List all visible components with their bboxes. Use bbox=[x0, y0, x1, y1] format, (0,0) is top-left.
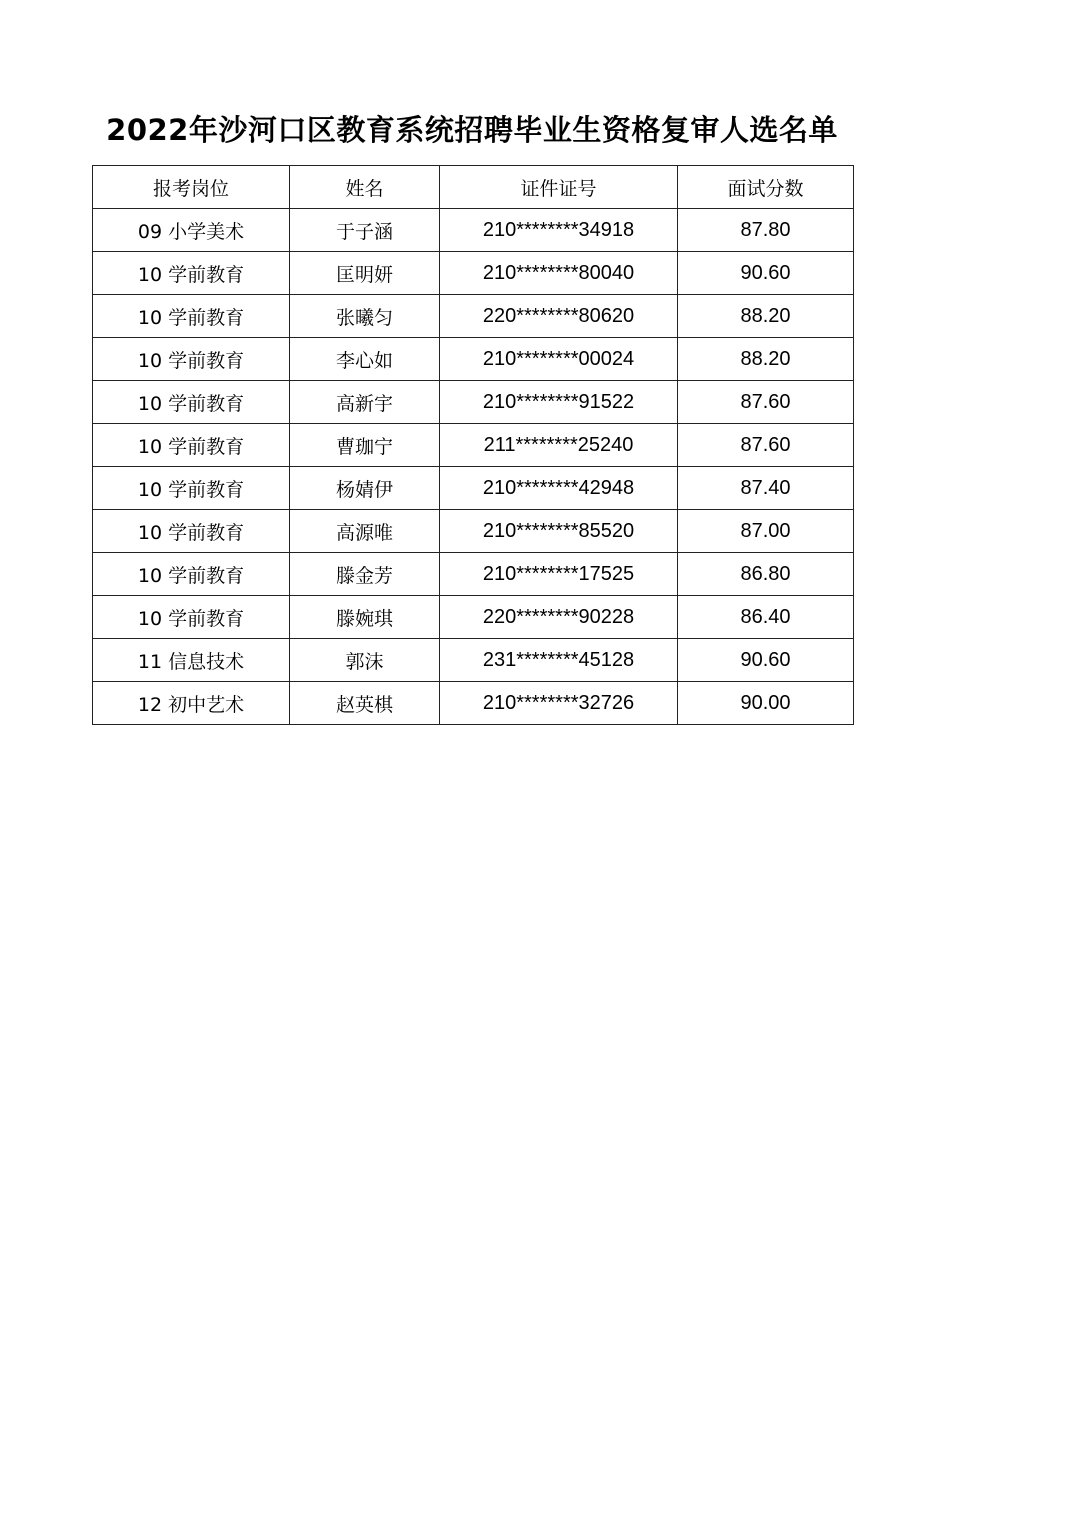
header-id-number: 证件证号 bbox=[440, 166, 678, 209]
cell-score: 88.20 bbox=[678, 338, 854, 381]
cell-position: 11 信息技术 bbox=[93, 639, 290, 682]
table-row bbox=[93, 295, 854, 338]
header-position: 报考岗位 bbox=[93, 166, 290, 209]
cell-position: 10 学前教育 bbox=[93, 381, 290, 424]
cell-id-number: 210********91522 bbox=[440, 381, 678, 424]
cell-score: 88.20 bbox=[678, 295, 854, 338]
table-row bbox=[93, 639, 854, 682]
cell-score: 87.60 bbox=[678, 381, 854, 424]
cell-position: 10 学前教育 bbox=[93, 510, 290, 553]
cell-id-number: 220********90228 bbox=[440, 596, 678, 639]
cell-position: 10 学前教育 bbox=[93, 596, 290, 639]
cell-score: 90.00 bbox=[678, 682, 854, 725]
table-row bbox=[93, 510, 854, 553]
cell-name: 李心如 bbox=[290, 338, 440, 381]
cell-id-number: 210********42948 bbox=[440, 467, 678, 510]
header-name: 姓名 bbox=[290, 166, 440, 209]
cell-score: 87.60 bbox=[678, 424, 854, 467]
cell-id-number: 231********45128 bbox=[440, 639, 678, 682]
cell-position: 12 初中艺术 bbox=[93, 682, 290, 725]
table-row bbox=[93, 338, 854, 381]
table-row bbox=[93, 682, 854, 725]
cell-id-number: 210********80040 bbox=[440, 252, 678, 295]
cell-score: 87.00 bbox=[678, 510, 854, 553]
cell-name: 曹珈宁 bbox=[290, 424, 440, 467]
cell-id-number: 210********34918 bbox=[440, 209, 678, 252]
cell-name: 高源唯 bbox=[290, 510, 440, 553]
cell-name: 杨婧伊 bbox=[290, 467, 440, 510]
table-row bbox=[93, 381, 854, 424]
cell-name: 滕婉琪 bbox=[290, 596, 440, 639]
cell-name: 郭沫 bbox=[290, 639, 440, 682]
cell-score: 87.40 bbox=[678, 467, 854, 510]
table-row bbox=[93, 596, 854, 639]
cell-position: 10 学前教育 bbox=[93, 252, 290, 295]
table-row bbox=[93, 209, 854, 252]
cell-name: 高新宇 bbox=[290, 381, 440, 424]
table-row bbox=[93, 467, 854, 510]
cell-score: 90.60 bbox=[678, 252, 854, 295]
table-row bbox=[93, 553, 854, 596]
cell-position: 10 学前教育 bbox=[93, 553, 290, 596]
cell-id-number: 211********25240 bbox=[440, 424, 678, 467]
cell-position: 09 小学美术 bbox=[93, 209, 290, 252]
cell-name: 于子涵 bbox=[290, 209, 440, 252]
cell-score: 86.80 bbox=[678, 553, 854, 596]
page-title: 2022年沙河口区教育系统招聘毕业生资格复审人选名单 bbox=[106, 113, 838, 147]
cell-score: 87.80 bbox=[678, 209, 854, 252]
cell-id-number: 210********00024 bbox=[440, 338, 678, 381]
table-row bbox=[93, 252, 854, 295]
cell-id-number: 210********17525 bbox=[440, 553, 678, 596]
cell-score: 90.60 bbox=[678, 639, 854, 682]
cell-position: 10 学前教育 bbox=[93, 338, 290, 381]
cell-position: 10 学前教育 bbox=[93, 467, 290, 510]
cell-score: 86.40 bbox=[678, 596, 854, 639]
cell-name: 匡明妍 bbox=[290, 252, 440, 295]
cell-name: 赵英棋 bbox=[290, 682, 440, 725]
header-interview-score: 面试分数 bbox=[678, 166, 854, 209]
cell-id-number: 210********85520 bbox=[440, 510, 678, 553]
table-header-row bbox=[93, 166, 854, 209]
candidate-table bbox=[92, 165, 854, 725]
cell-position: 10 学前教育 bbox=[93, 295, 290, 338]
table-row bbox=[93, 424, 854, 467]
cell-name: 张曦匀 bbox=[290, 295, 440, 338]
cell-id-number: 220********80620 bbox=[440, 295, 678, 338]
cell-id-number: 210********32726 bbox=[440, 682, 678, 725]
cell-name: 滕金芳 bbox=[290, 553, 440, 596]
cell-position: 10 学前教育 bbox=[93, 424, 290, 467]
